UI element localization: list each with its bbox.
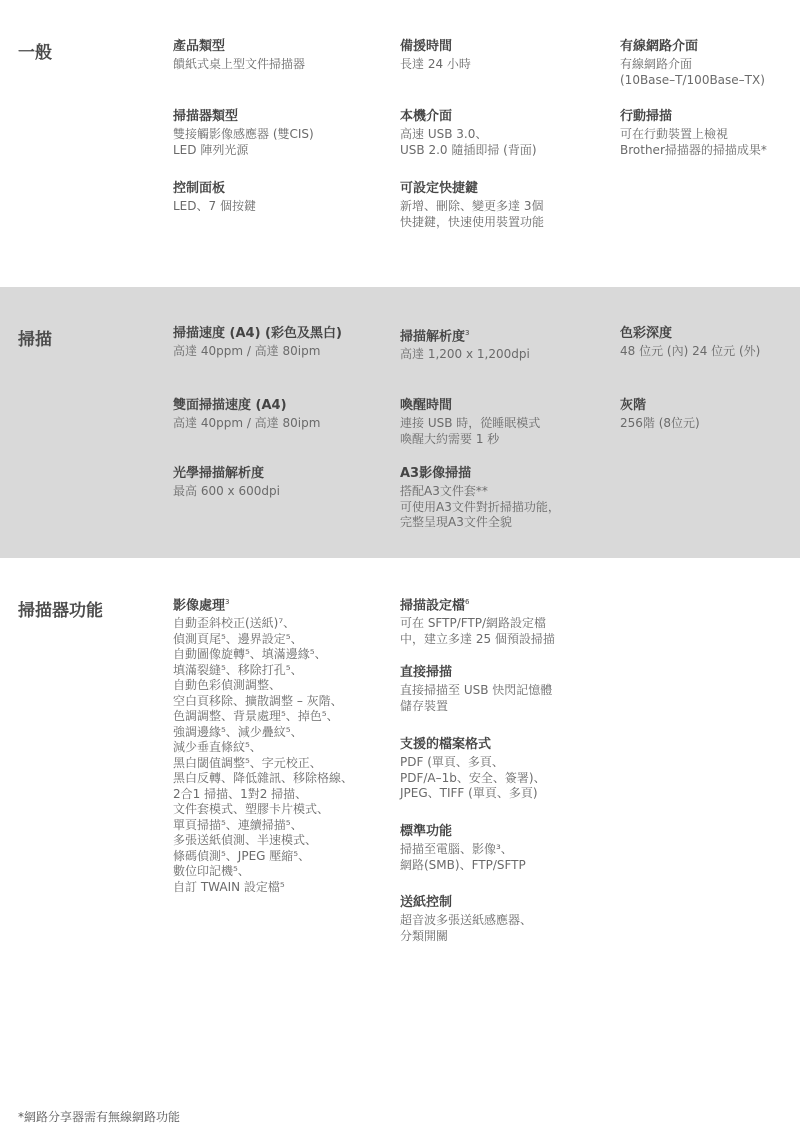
spec-label: 掃描速度 (A4) (彩色及黑白) xyxy=(173,326,342,341)
spec-value-line: 雙接觸影像感應器 (雙CIS) xyxy=(173,127,314,141)
section-title-scan: 掃描 xyxy=(18,330,52,350)
spec-label: 影像處理 xyxy=(173,598,226,614)
spec-value-line: 連接 USB 時，從睡眠模式 xyxy=(400,416,541,430)
spec-file-formats xyxy=(400,736,546,802)
spec-value-line: 空白頁移除、擴散調整 – 灰階、 xyxy=(173,693,343,708)
footnote-ref: 3 xyxy=(465,329,470,337)
spec-value-line: 網路(SMB)、FTP/SFTP xyxy=(400,857,526,872)
spec-value-line: 完整呈現A3文件全貌 xyxy=(400,515,512,529)
spec-label: 產品類型 xyxy=(173,39,226,54)
spec-value-line: 偵測頁尾⁵、邊界設定⁵、 xyxy=(173,631,303,646)
spec-label: 掃描解析度 xyxy=(400,329,466,345)
spec-value-line: 快捷鍵，快速使用裝置功能 xyxy=(400,214,545,229)
spec-value-line: 新增、刪除、變更多達 3個 xyxy=(400,199,544,213)
spec-value-line: 喚醒大約需要 1 秒 xyxy=(400,431,500,446)
spec-standard-functions xyxy=(400,823,526,873)
spec-product-type xyxy=(173,38,305,73)
section-scan xyxy=(0,287,800,558)
section-title-general: 一般 xyxy=(18,43,52,63)
section-functions xyxy=(0,558,800,1078)
spec-value-line: 黑白閾值調整⁵、字元校正、 xyxy=(173,755,322,770)
spec-value-line: 分類開關 xyxy=(400,928,449,943)
spec-mobile-scan xyxy=(620,108,767,158)
spec-value-line: 超音波多張送紙感應器、 xyxy=(400,913,533,927)
spec-value-line: PDF (單頁、多頁、 xyxy=(400,755,504,769)
spec-optical-resolution xyxy=(173,465,280,500)
spec-value-line: 儲存裝置 xyxy=(400,698,449,713)
spec-label: 光學掃描解析度 xyxy=(173,466,265,481)
spec-value-line: 單頁掃描⁵、連續掃描⁵、 xyxy=(173,817,303,832)
spec-scan-resolution xyxy=(400,325,530,363)
spec-value-line: 自訂 TWAIN 設定檔⁵ xyxy=(173,879,285,894)
spec-label: 色彩深度 xyxy=(620,326,673,341)
spec-label: 掃描設定檔 xyxy=(400,598,466,614)
spec-value: 高達 40ppm / 高達 80ipm xyxy=(173,344,321,358)
spec-value-line: 搭配A3文件套** xyxy=(400,484,488,498)
spec-value-line: LED 陣列光源 xyxy=(173,142,249,157)
spec-label: 送紙控制 xyxy=(400,895,453,910)
spec-label: 本機介面 xyxy=(400,109,453,124)
spec-value-line: (10Base–T/100Base–TX) xyxy=(620,72,765,87)
spec-value-line: 直接掃描至 USB 快閃記憶體 xyxy=(400,683,553,697)
spec-label: 喚醒時間 xyxy=(400,398,453,413)
spec-duty-time xyxy=(400,38,471,73)
spec-value: 長達 24 小時 xyxy=(400,57,471,71)
spec-value-line: 強調邊緣⁵、減少疊紋⁵、 xyxy=(173,724,303,739)
spec-value-line: 有線網路介面 xyxy=(620,57,693,71)
spec-value-line: 文件套模式、塑膠卡片模式、 xyxy=(173,802,330,817)
spec-label: 行動掃描 xyxy=(620,109,673,124)
spec-value: 最高 600 x 600dpi xyxy=(173,484,280,498)
spec-value-line: 掃描至電腦、影像³、 xyxy=(400,842,513,856)
spec-value-line: USB 2.0 隨插即掃 (背面) xyxy=(400,142,537,157)
spec-value-line: 可使用A3文件對折掃描功能， xyxy=(400,499,560,514)
spec-duplex-speed xyxy=(173,397,320,432)
spec-value-line: 可在 SFTP/FTP/網路設定檔 xyxy=(400,616,547,631)
spec-label: 雙面掃描速度 (A4) xyxy=(173,398,287,413)
spec-label: 直接掃描 xyxy=(400,665,453,680)
footnote: *網路分享器需有無線網路功能 xyxy=(18,1110,181,1124)
spec-value-line: 數位印記機⁵、 xyxy=(173,864,250,879)
spec-a3-scan xyxy=(400,465,560,531)
spec-value-line: 黑白反轉、降低雜訊、移除格線、 xyxy=(173,771,354,786)
spec-value: 饋紙式桌上型文件掃描器 xyxy=(173,57,306,71)
spec-value-line: 2合1 掃描、1對2 掃描、 xyxy=(173,786,308,801)
spec-value-line: 高速 USB 3.0、 xyxy=(400,127,488,141)
spec-value-line: 中，建立多達 25 個預設掃描 xyxy=(400,631,555,646)
spec-label: 掃描器類型 xyxy=(173,109,239,124)
spec-label: 標準功能 xyxy=(400,824,453,839)
spec-label: A3影像掃描 xyxy=(400,466,472,481)
spec-label: 可設定快捷鍵 xyxy=(400,181,479,196)
section-title-functions: 掃描器功能 xyxy=(18,601,103,621)
spec-direct-scan xyxy=(400,664,552,714)
spec-label: 有線網路介面 xyxy=(620,39,699,54)
spec-value-line: 自動圖像旋轉⁵、填滿邊緣⁵、 xyxy=(173,647,327,662)
spec-value-line: 自動色彩偵測調整、 xyxy=(173,678,282,693)
spec-value: 48 位元 (內) 24 位元 (外) xyxy=(620,344,761,358)
spec-value-line: 可在行動裝置上檢視 xyxy=(620,127,729,141)
spec-value: 高達 40ppm / 高達 80ipm xyxy=(173,416,321,430)
spec-scan-profile xyxy=(400,594,555,647)
spec-shortcuts xyxy=(400,180,544,230)
spec-label: 支援的檔案格式 xyxy=(400,737,492,752)
spec-value-line: 自動歪斜校正(送紙)⁷、 xyxy=(173,616,296,631)
spec-value-line: PDF/A–1b、安全、簽署)、 xyxy=(400,770,546,785)
spec-value-line: 多張送紙偵測、半速模式、 xyxy=(173,833,318,848)
spec-value-line: 填滿裂縫⁵、移除打孔⁵、 xyxy=(173,662,303,677)
spec-label: 控制面板 xyxy=(173,181,226,196)
spec-value: 256階 (8位元) xyxy=(620,416,700,430)
spec-wired-network xyxy=(620,38,765,88)
spec-value-list xyxy=(173,616,353,895)
section-general xyxy=(0,0,800,287)
spec-label: 備援時間 xyxy=(400,39,453,54)
spec-value-line: JPEG、TIFF (單頁、多頁) xyxy=(400,786,538,800)
spec-value-line: Brother掃描器的掃描成果* xyxy=(620,142,767,157)
spec-control-panel xyxy=(173,180,256,215)
footnote-ref: 3 xyxy=(225,598,230,606)
spec-value: 高達 1,200 x 1,200dpi xyxy=(400,347,530,362)
spec-scanner-type xyxy=(173,108,314,158)
spec-color-depth xyxy=(620,325,760,360)
spec-value-line: 減少垂直條紋⁵、 xyxy=(173,740,262,755)
spec-value: LED、7 個按鍵 xyxy=(173,199,256,213)
spec-label: 灰階 xyxy=(620,398,647,413)
spec-scan-speed xyxy=(173,325,342,360)
spec-interface xyxy=(400,108,537,158)
spec-value-line: 色調調整、背景處理⁵、掉色⁵、 xyxy=(173,709,339,724)
footnote-ref: 6 xyxy=(465,598,470,606)
spec-grayscale xyxy=(620,397,700,432)
spec-value-line: 條碼偵測⁵、JPEG 壓縮⁵、 xyxy=(173,848,311,863)
spec-image-processing xyxy=(173,594,353,895)
spec-wake-time xyxy=(400,397,540,447)
spec-feed-control xyxy=(400,894,532,944)
